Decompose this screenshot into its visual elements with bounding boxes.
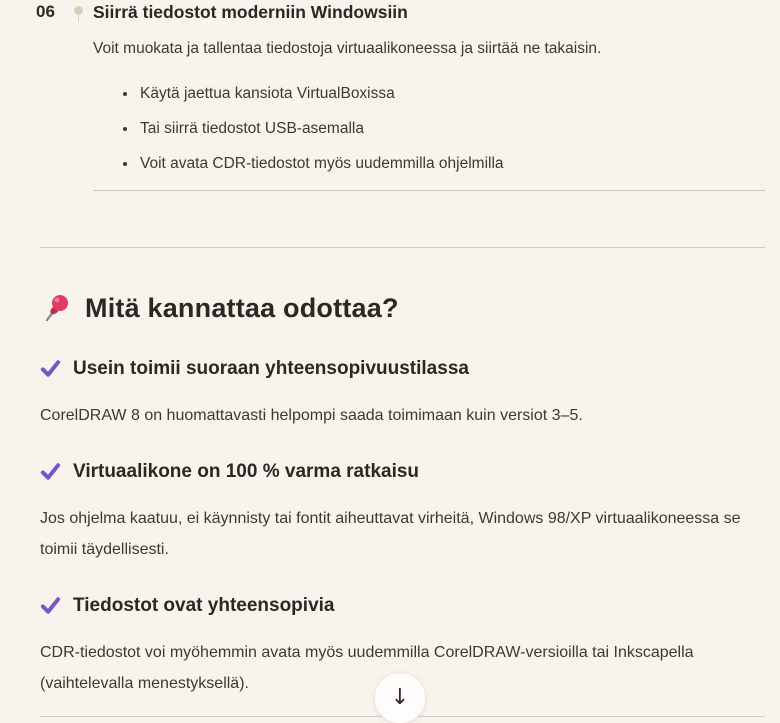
list-item: Käytä jaettua kansiota VirtualBoxissa xyxy=(93,83,765,105)
scroll-down-button[interactable] xyxy=(374,672,426,723)
expectation-item xyxy=(40,357,765,431)
expectation-item-title: Tiedostot ovat yhteensopivia xyxy=(73,595,335,616)
step-title: Siirrä tiedostot moderniin Windowsiin xyxy=(93,2,408,22)
step-description: Voit muokata ja tallentaa tiedostoja virtuaalikoneessa ja siirtää ne takaisin. xyxy=(93,40,602,57)
expectations-heading xyxy=(40,292,765,324)
list-item: Tai siirrä tiedostot USB-asemalla xyxy=(93,118,765,140)
pushpin-icon xyxy=(40,292,72,324)
checkmark-icon xyxy=(40,595,61,616)
checkmark-icon xyxy=(40,461,61,482)
expectation-item-title: Usein toimii suoraan yhteensopivuustilassa xyxy=(73,358,469,379)
down-arrow-icon: ↓ xyxy=(390,685,410,710)
list-item: Voit avata CDR-tiedostot myös uudemmilla ohjelmilla xyxy=(93,153,765,175)
expectation-item-header xyxy=(40,460,765,483)
expectation-item xyxy=(40,460,765,565)
step-bottom-divider xyxy=(93,190,765,191)
expectation-item-title: Virtuaalikone on 100 % varma ratkaisu xyxy=(73,461,420,482)
section-divider xyxy=(40,247,765,248)
timeline-marker xyxy=(64,2,93,15)
expectation-item-text: CorelDRAW 8 on huomattavasti helpompi saada toimimaan kuin versiot 3–5. xyxy=(40,407,583,424)
step-number: 06 xyxy=(36,2,55,21)
expectation-item-header xyxy=(40,357,765,380)
expectations-section xyxy=(0,247,780,717)
step-bullet-list xyxy=(93,83,765,175)
step-header xyxy=(36,2,765,23)
expectation-item-text: CDR-tiedostot voi myöhemmin avata myös uudemmilla CorelDRAW-versioilla tai Inkscapella (vaihtelevalla menestyksellä). xyxy=(40,644,694,692)
step-section xyxy=(0,0,780,191)
checkmark-icon xyxy=(40,358,61,379)
timeline-dot-icon xyxy=(74,6,83,15)
expectation-item-header xyxy=(40,594,765,617)
expectations-title-text: Mitä kannattaa odottaa? xyxy=(85,292,399,323)
expectation-item-text: Jos ohjelma kaatuu, ei käynnisty tai fontit aiheuttavat virheitä, Windows 98/XP virtuaalikoneessa se toimii täydellisesti. xyxy=(40,510,741,558)
